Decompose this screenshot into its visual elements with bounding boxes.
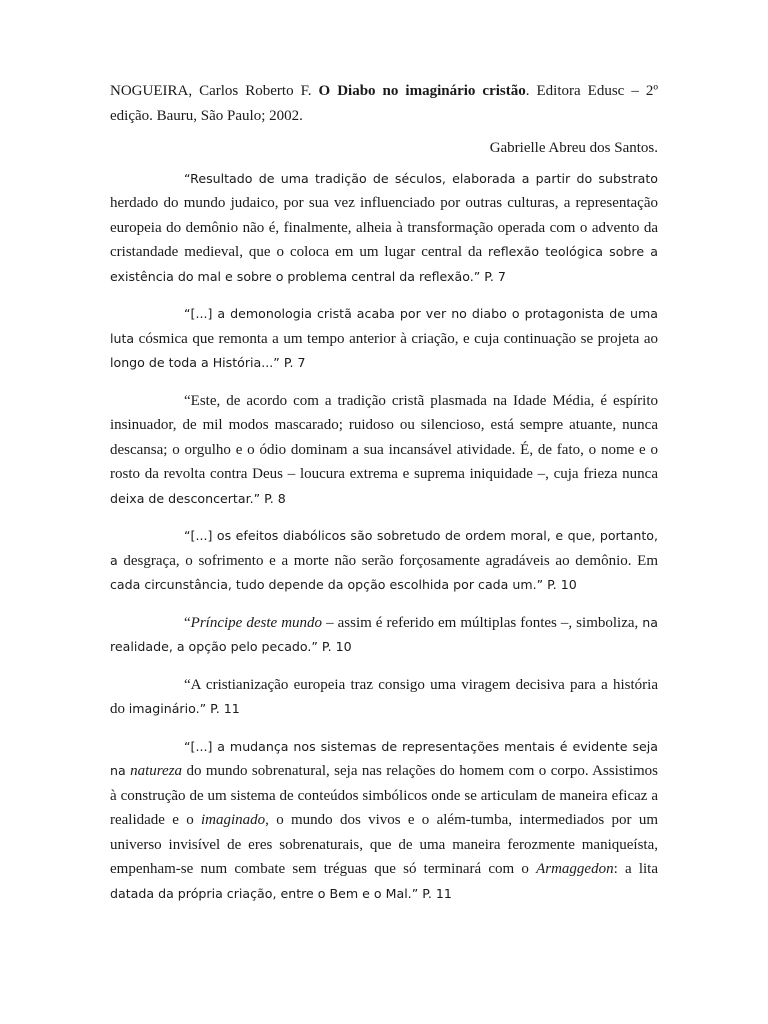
quote-italic-term: natureza [130,763,183,779]
bibliographic-reference [110,79,658,128]
quote-text-alt: “[...] a demonologia cristã acaba por ver no diabo o protagonista de uma luta [110,306,658,346]
quote-text: desgraça, o sofrimento e a morte não serão forçosamente agradáveis ao demônio. Em [117,552,658,569]
quote-italic-term: Príncipe deste mundo [190,614,323,631]
quote-citation: datada da própria criação, entre o Bem e o Mal.” P. 11 [110,885,452,901]
quote-text-alt: “[...] a mudança nos sistemas de representações mentais é evidente seja na [110,738,658,778]
quote-5 [110,611,658,660]
quote-text: cósmica que remonta a um tempo anterior à criação, e cuja continuação se projeta ao [134,330,658,347]
quote-text: , o mundo dos vivos e o além-tumba, intermediados por um universo invisível de eres sobrenaturais, que de uma maneira ferozmente maniqueísta, empenham-se num combate sem tréguas que só terminará com o [110,812,658,877]
quote-text: do mundo sobrenatural, seja nas relações do homem com o corpo. Assistimos à construção de um sistema de conteúdos simbólicos onde se articulam de maneira eficaz a realidade e o [110,763,659,828]
quote-text: – assim é referido em múltiplas fontes –, simboliza, [322,614,643,631]
quote-3 [110,389,658,512]
quote-text-alt: “Resultado de uma tradição de séculos, elaborada a partir do substrato [184,170,658,186]
reference-title: O Diabo no imaginário cristão [318,83,526,99]
quote-citation: deixa de desconcertar.” P. 8 [110,490,286,506]
quote-italic-term: Armaggedon [536,861,614,877]
quote-citation: reflexão teológica sobre a existência do mal e sobre o problema central da reflexão.” P. 7 [110,244,658,284]
quote-text: “Este, de acordo com a tradição cristã plasmada na Idade Média, é espírito insinuador, de mil modos mascarado; ruidoso ou silencioso, está sempre atuante, nunca descansa; o orgulho e o ódio dominam a sua incansável atividade. É, de fato, o nome e o rosto da revolta contra Deus – loucura extrema e suprema iniquidade –, cuja frieza nunca [110,392,658,482]
quote-text-alt: “[...] os efeitos diabólicos são sobretudo de ordem moral, e que, portanto, a [110,528,658,568]
quote-4 [110,524,658,598]
quote-text: : a lita [613,861,658,877]
quote-citation: imaginário.” P. 11 [128,701,240,716]
quote-text: herdado do mundo judaico, por sua vez influenciado por outras culturas, a representação europeia do demônio não é, finalmente, alheia à transformação operada com o advento da cristandade medieval, que o coloca em um lugar central da [110,195,658,260]
student-name: Gabrielle Abreu dos Santos. [489,140,658,156]
quote-citation: na realidade, a opção pelo pecado.” P. 10 [110,614,658,654]
quote-citation: longo de toda a História...” P. 7 [110,355,306,370]
reference-author: NOGUEIRA, Carlos Roberto F. [110,83,312,99]
quote-1 [110,167,658,290]
quote-citation: cada circunstância, tudo depende da opção escolhida por cada um.” P. 10 [110,577,577,592]
quote-italic-term: imaginado [200,812,266,828]
reference-details: . Editora Edusc – 2º edição. Bauru, São Paulo; 2002. [110,83,658,124]
quote-7 [110,735,658,907]
quote-open-mark: “ [184,614,191,631]
quote-2 [110,302,658,376]
quote-6 [110,673,658,722]
quote-text: “A cristianização europeia traz consigo uma viragem decisiva para a história do [110,676,658,717]
document-page [110,79,658,919]
